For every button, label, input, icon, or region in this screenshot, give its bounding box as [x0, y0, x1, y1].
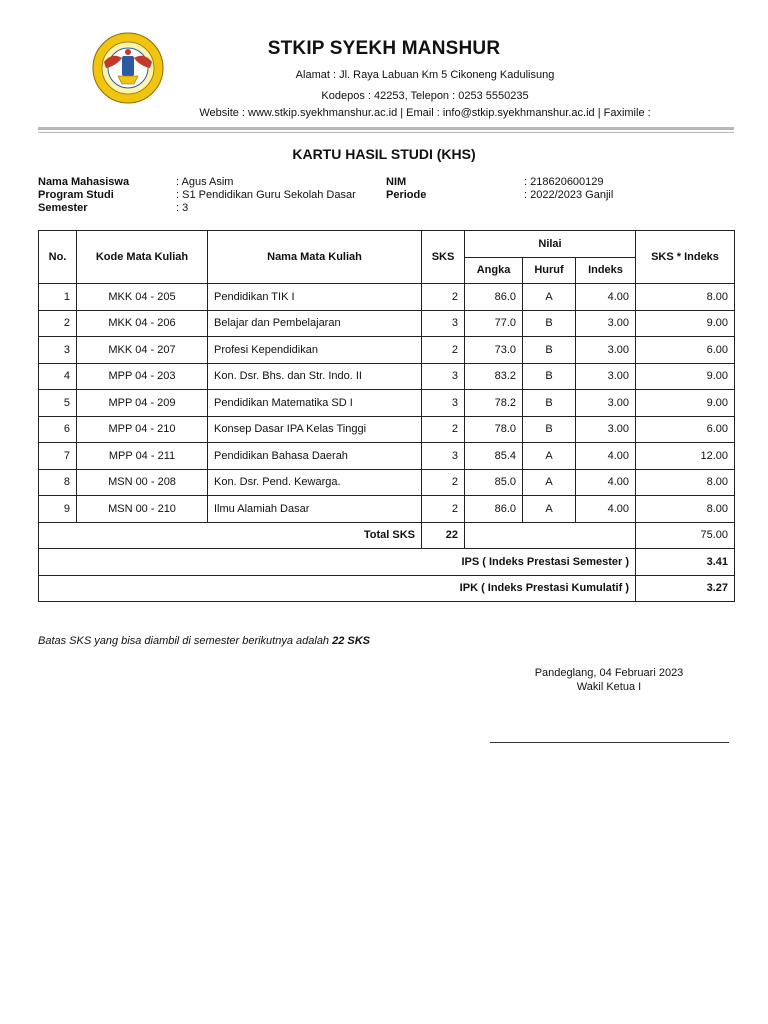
- total-sks-label: Total SKS: [39, 522, 422, 549]
- cell-sks-indeks: 6.00: [636, 337, 735, 364]
- header-sks-indeks: SKS * Indeks: [636, 231, 735, 284]
- cell-nama: Konsep Dasar IPA Kelas Tinggi: [208, 416, 422, 443]
- cell-kode: MPP 04 - 203: [77, 363, 208, 390]
- cell-nama: Pendidikan Bahasa Daerah: [208, 443, 422, 470]
- cell-sks: 2: [422, 337, 465, 364]
- total-sks-value: 22: [422, 522, 465, 549]
- place-date: Pandeglang, 04 Februari 2023: [534, 667, 684, 679]
- header-angka: Angka: [465, 257, 523, 284]
- school-website-email: Website : www.stkip.syekhmanshur.ac.id | Email : info@stkip.syekhmanshur.ac.id | Faximile :: [199, 107, 651, 119]
- cell-sks-indeks: 12.00: [636, 443, 735, 470]
- cell-no: 8: [39, 469, 77, 496]
- cell-angka: 77.0: [465, 310, 523, 337]
- cell-kode: MKK 04 - 207: [77, 337, 208, 364]
- program-value: : S1 Pendidikan Guru Sekolah Dasar: [176, 189, 356, 201]
- header-nilai: Nilai: [465, 231, 636, 258]
- cell-indeks: 3.00: [576, 363, 636, 390]
- periode-value: : 2022/2023 Ganjil: [524, 189, 614, 201]
- cell-angka: 86.0: [465, 284, 523, 311]
- school-name: STKIP SYEKH MANSHUR: [267, 38, 501, 59]
- cell-nama: Profesi Kependidikan: [208, 337, 422, 364]
- table-row: [39, 443, 735, 470]
- cell-sks: 2: [422, 284, 465, 311]
- cell-sks: 2: [422, 496, 465, 523]
- cell-indeks: 4.00: [576, 284, 636, 311]
- cell-kode: MKK 04 - 205: [77, 284, 208, 311]
- ipk-value: 3.27: [636, 575, 735, 602]
- cell-huruf: A: [523, 284, 576, 311]
- total-sks-indeks-value: 75.00: [636, 522, 735, 549]
- cell-indeks: 4.00: [576, 469, 636, 496]
- header-indeks: Indeks: [576, 257, 636, 284]
- cell-sks: 3: [422, 390, 465, 417]
- signature-line: [490, 742, 729, 743]
- cell-angka: 83.2: [465, 363, 523, 390]
- cell-sks-indeks: 9.00: [636, 363, 735, 390]
- signer-role: Wakil Ketua I: [576, 681, 642, 693]
- name-value: : Agus Asim: [176, 176, 234, 188]
- school-postal-phone: Kodepos : 42253, Telepon : 0253 5550235: [321, 90, 529, 102]
- table-row: [39, 469, 735, 496]
- cell-huruf: A: [523, 443, 576, 470]
- program-label: Program Studi: [38, 189, 114, 201]
- table-row: [39, 284, 735, 311]
- header-kode: Kode Mata Kuliah: [77, 231, 208, 284]
- ips-value: 3.41: [636, 549, 735, 576]
- cell-indeks: 4.00: [576, 496, 636, 523]
- cell-no: 2: [39, 310, 77, 337]
- cell-no: 7: [39, 443, 77, 470]
- cell-sks: 2: [422, 416, 465, 443]
- table-row: [39, 363, 735, 390]
- cell-kode: MSN 00 - 210: [77, 496, 208, 523]
- header-nama: Nama Mata Kuliah: [208, 231, 422, 284]
- cell-no: 3: [39, 337, 77, 364]
- cell-angka: 78.2: [465, 390, 523, 417]
- header-divider-thin: [38, 132, 734, 133]
- semester-label: Semester: [38, 202, 88, 214]
- cell-kode: MPP 04 - 211: [77, 443, 208, 470]
- cell-nama: Ilmu Alamiah Dasar: [208, 496, 422, 523]
- cell-indeks: 4.00: [576, 443, 636, 470]
- periode-label: Periode: [386, 189, 427, 201]
- ips-label: IPS ( Indeks Prestasi Semester ): [39, 549, 636, 576]
- cell-kode: MSN 00 - 208: [77, 469, 208, 496]
- cell-sks: 2: [422, 469, 465, 496]
- table-row: [39, 337, 735, 364]
- cell-sks: 3: [422, 310, 465, 337]
- ips-row: [39, 549, 735, 576]
- cell-angka: 85.0: [465, 469, 523, 496]
- cell-nama: Kon. Dsr. Bhs. dan Str. Indo. II: [208, 363, 422, 390]
- school-address: Alamat : Jl. Raya Labuan Km 5 Cikoneng Kadulisung: [295, 69, 555, 81]
- cell-angka: 73.0: [465, 337, 523, 364]
- header-no: No.: [39, 231, 77, 284]
- cell-sks-indeks: 9.00: [636, 310, 735, 337]
- table-row: [39, 416, 735, 443]
- student-values-left: [176, 176, 356, 215]
- cell-no: 9: [39, 496, 77, 523]
- cell-sks-indeks: 8.00: [636, 284, 735, 311]
- total-empty-cell: [465, 522, 636, 549]
- grades-table-body: [39, 284, 735, 602]
- header-sks: SKS: [422, 231, 465, 284]
- table-row: [39, 496, 735, 523]
- ipk-row: [39, 575, 735, 602]
- cell-no: 6: [39, 416, 77, 443]
- signature-block: [490, 666, 728, 694]
- cell-sks: 3: [422, 363, 465, 390]
- cell-angka: 85.4: [465, 443, 523, 470]
- cell-indeks: 3.00: [576, 310, 636, 337]
- cell-huruf: B: [523, 390, 576, 417]
- ipk-label: IPK ( Indeks Prestasi Kumulatif ): [39, 575, 636, 602]
- student-labels-right: [386, 176, 426, 202]
- cell-huruf: B: [523, 337, 576, 364]
- cell-sks-indeks: 9.00: [636, 390, 735, 417]
- cell-no: 5: [39, 390, 77, 417]
- cell-indeks: 3.00: [576, 390, 636, 417]
- grades-table: [38, 230, 735, 602]
- nim-label: NIM: [386, 176, 407, 188]
- cell-angka: 78.0: [465, 416, 523, 443]
- student-labels-left: [38, 176, 129, 215]
- cell-angka: 86.0: [465, 496, 523, 523]
- cell-nama: Pendidikan Matematika SD I: [208, 390, 422, 417]
- cell-sks: 3: [422, 443, 465, 470]
- cell-sks-indeks: 6.00: [636, 416, 735, 443]
- cell-sks-indeks: 8.00: [636, 469, 735, 496]
- cell-huruf: B: [523, 416, 576, 443]
- cell-no: 4: [39, 363, 77, 390]
- cell-kode: MPP 04 - 210: [77, 416, 208, 443]
- header-huruf: Huruf: [523, 257, 576, 284]
- sks-limit-note: [38, 635, 370, 647]
- table-row: [39, 310, 735, 337]
- total-row: [39, 522, 735, 549]
- cell-sks-indeks: 8.00: [636, 496, 735, 523]
- cell-huruf: A: [523, 469, 576, 496]
- cell-nama: Pendidikan TIK I: [208, 284, 422, 311]
- cell-nama: Kon. Dsr. Pend. Kewarga.: [208, 469, 422, 496]
- student-values-right: [524, 176, 613, 202]
- cell-huruf: B: [523, 363, 576, 390]
- nim-value: : 218620600129: [524, 176, 604, 188]
- cell-nama: Belajar dan Pembelajaran: [208, 310, 422, 337]
- cell-indeks: 3.00: [576, 416, 636, 443]
- cell-huruf: A: [523, 496, 576, 523]
- cell-no: 1: [39, 284, 77, 311]
- document-title: KARTU HASIL STUDI (KHS): [292, 146, 476, 162]
- cell-kode: MPP 04 - 209: [77, 390, 208, 417]
- table-row: [39, 390, 735, 417]
- header-divider-thick: [38, 127, 734, 130]
- cell-indeks: 3.00: [576, 337, 636, 364]
- sks-limit-value: 22 SKS: [332, 635, 371, 647]
- sks-limit-text: Batas SKS yang bisa diambil di semester berikutnya adalah: [38, 635, 333, 647]
- name-label: Nama Mahasiswa: [38, 176, 130, 188]
- cell-kode: MKK 04 - 206: [77, 310, 208, 337]
- cell-huruf: B: [523, 310, 576, 337]
- semester-value: : 3: [176, 202, 189, 214]
